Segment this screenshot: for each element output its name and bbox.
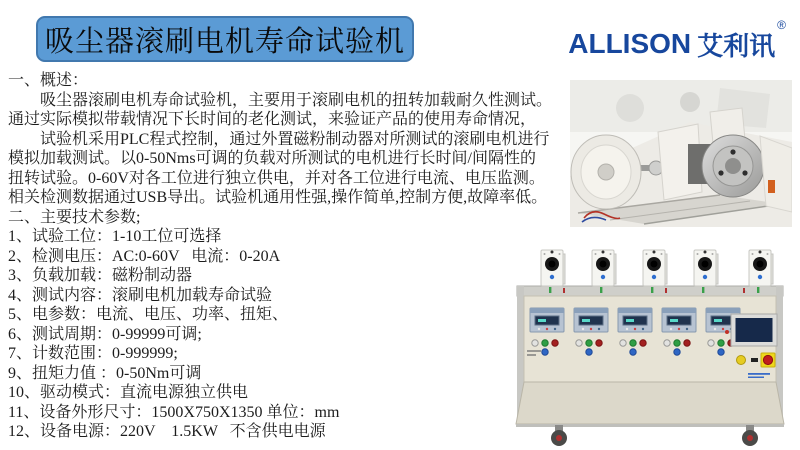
text-line: 吸尘器滚刷电机寿命试验机，主要用于滚刷电机的扭转加载耐久性测试。 [8, 91, 553, 109]
text-line: 通过实际模拟带载情况下长时间的老化测试，来验证产品的使用寿命情况， [8, 111, 537, 128]
chuck [702, 135, 764, 197]
machine-full-photo [503, 232, 795, 450]
text-line: 试验机采用PLC程式控制，通过外置磁粉制动器对所测试的滚刷电机进行 [8, 130, 550, 148]
spec-item: 4、测试内容：滚刷电机加载寿命试验 [8, 286, 273, 304]
spec-item: 10、驱动模式：直流电源独立供电 [8, 384, 249, 401]
orange-part [768, 180, 775, 193]
page-title-badge [36, 16, 414, 62]
spec-item: 1、试验工位：1-10工位可选择 [8, 228, 222, 245]
pilot-lamp [725, 330, 729, 334]
spec-item: 6、测试周期：0-99999可调; [8, 325, 202, 343]
brand-logo [568, 18, 786, 64]
spec-item: 2、检测电压：AC:0-60V 电流：0-20A [8, 247, 281, 265]
brake-disc [571, 135, 641, 209]
yellow-button [737, 356, 746, 365]
spec-item: 9、扭矩力值 ：0-50Nm可调 [8, 364, 202, 382]
spec-item: 12、设备电源：220V 1.5KW 不含供电电源 [8, 423, 326, 440]
brand-cjk-text: 艾利讯 [697, 30, 776, 61]
text-line: 扭转试验。0-60V对各工位进行独立供电，并对各工位进行电流、电压监测。 [8, 169, 545, 187]
toggle-switch [751, 358, 758, 362]
spec-item: 11、设备外形尺寸：1500X750X1350 单位：mm [8, 403, 340, 421]
control-panels [530, 308, 740, 332]
spec-item: 7、计数范围：0-999999; [8, 345, 178, 362]
machine-closeup-photo [570, 80, 792, 227]
text-line: 模拟加载测试。以0-50Nms可调的负载对所测试的电机进行长时间/间隔性的 [8, 150, 537, 167]
section-heading: 一、概述： [8, 72, 89, 89]
spec-item: 3、负载加载：磁粉制动器 [8, 267, 193, 284]
spec-text-block [8, 71, 568, 442]
text-line: 相关检测数据通过USB导出。试验机通用性强,操作简单,控制方便,故障率低。 [8, 189, 548, 206]
touchscreen [731, 314, 777, 346]
registered-trademark-icon: ® [777, 18, 786, 32]
emergency-stop-button [761, 353, 775, 367]
spec-item: 5、电参数：电流、电压、功率、扭矩、 [8, 306, 289, 323]
page-title: 吸尘器滚刷电机寿命试验机 [44, 25, 405, 58]
section-heading: 二、主要技术参数; [8, 208, 141, 226]
brand-latin-text: ALLISON [568, 28, 692, 59]
